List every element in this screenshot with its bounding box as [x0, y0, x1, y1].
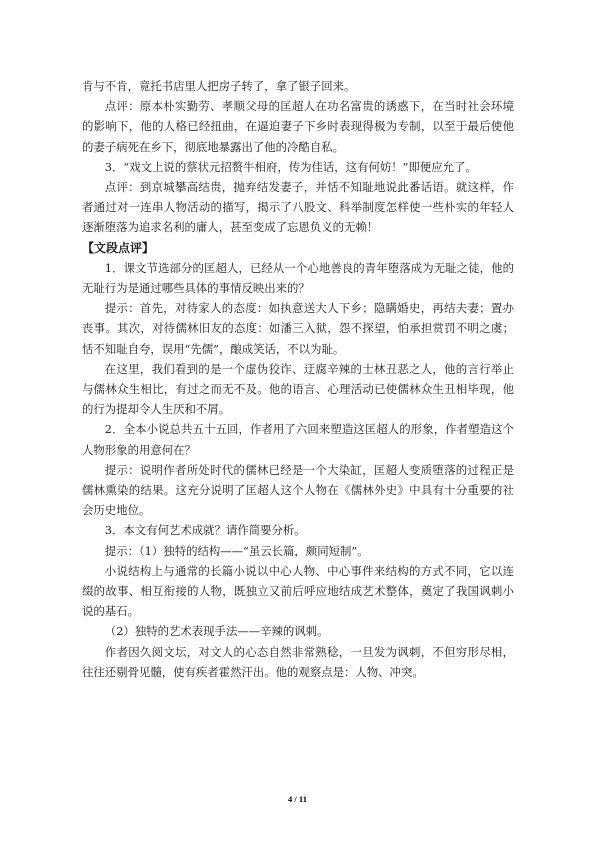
paragraph-body: 作者因久阅文坛，对文人的心态自然非常熟稔，一旦发为讽刺，不但穷形尽相，往往还剔骨见髓，使有疾者霍然汗出。他的观察点是：人物、冲突。 [82, 644, 514, 679]
paragraph-question: 1．课文节选部分的匡超人，已经从一个心地善良的青年堕落成为无耻之徒，他的无耻行为是通过哪些具体的事情反映出来的？ [82, 260, 514, 296]
paragraph-body: 小说结构上与通常的长篇小说以中心人物、中心事件来结构的方式不同，它以连缀的故事、相互衔接的人物，既独立又前后呼应地结成艺术整体，奠定了我国讽刺小说的基石。 [82, 563, 514, 619]
paragraph-quote: 3．“戏文上说的蔡状元招赘牛相府，传为佳话，这有何妨！”即便应允了。 [104, 159, 477, 174]
paragraph-hint: 提示：首先，对待家人的态度：如执意送大人下乡；隐瞒婚史，再结夫妻；置办丧事。其次，对待儒林旧友的态度：如潘三入狱，怨不探望，怕承担赏罚不明之虞；恬不知耻自夸，误用“先儒”，酿成笑话，不以为耻。 [82, 301, 514, 356]
paragraph-continuation: 肯与不肯，竟托书店里人把房子转了，拿了银子回来。 [82, 79, 356, 93]
paragraph-comment: 点评：原本朴实勤劳、孝顺父母的匡超人在功名富贵的诱惑下，在当时社会环境的影响下，他的人格已经扭曲，在逼迫妻子下乡时表现得极为专制，以至于最后使他的妻子病死在乡下，彻底地暴露出了他的冷酷自私。 [82, 99, 514, 154]
paragraph-question: 3．本文有何艺术成就？请作简要分析。 [104, 523, 306, 538]
paragraph-comment: 点评：到京城攀高结贵，抛弃结发妻子，并恬不知耻地说此番话语。就这样，作者通过对一连串人物活动的描写，揭示了八股文、科举制度怎样使一些朴实的年轻人逐渐堕落为追求名利的庸人，甚至变成了忘恩负义的无赖！ [82, 180, 514, 235]
section-heading: 【文段点评】 [82, 240, 155, 255]
paragraph-question: 2．全本小说总共五十五回，作者用了六回来塑造这匡超人的形象，作者塑造这个人物形象的用意何在？ [82, 422, 514, 457]
page-number: 4 / 11 [288, 794, 307, 804]
paragraph-hint: 提示：说明作者所处时代的儒林已经是一个大染缸，匡超人变质堕落的过程正是儒林熏染的结果。这充分说明了匡超人这个人物在《儒林外史》中具有十分重要的社会历史地位。 [82, 462, 514, 518]
paragraph-hint: 提示：（1）独特的结构——“虽云长篇，颇同短制”。 [104, 543, 369, 558]
document-body [82, 76, 514, 682]
paragraph-body: 在这里，我们看到的是一个虚伪狡诈、迂腐辛辣的士林丑恶之人，他的言行举止与儒林众生相比，有过之而无不及。他的语言、心理活动已使儒林众生丑相毕现，他的行为提却令人生厌和不屑。 [82, 361, 514, 417]
paragraph-subpoint: （2）独特的艺术表现手法——辛辣的讽刺。 [104, 624, 329, 639]
